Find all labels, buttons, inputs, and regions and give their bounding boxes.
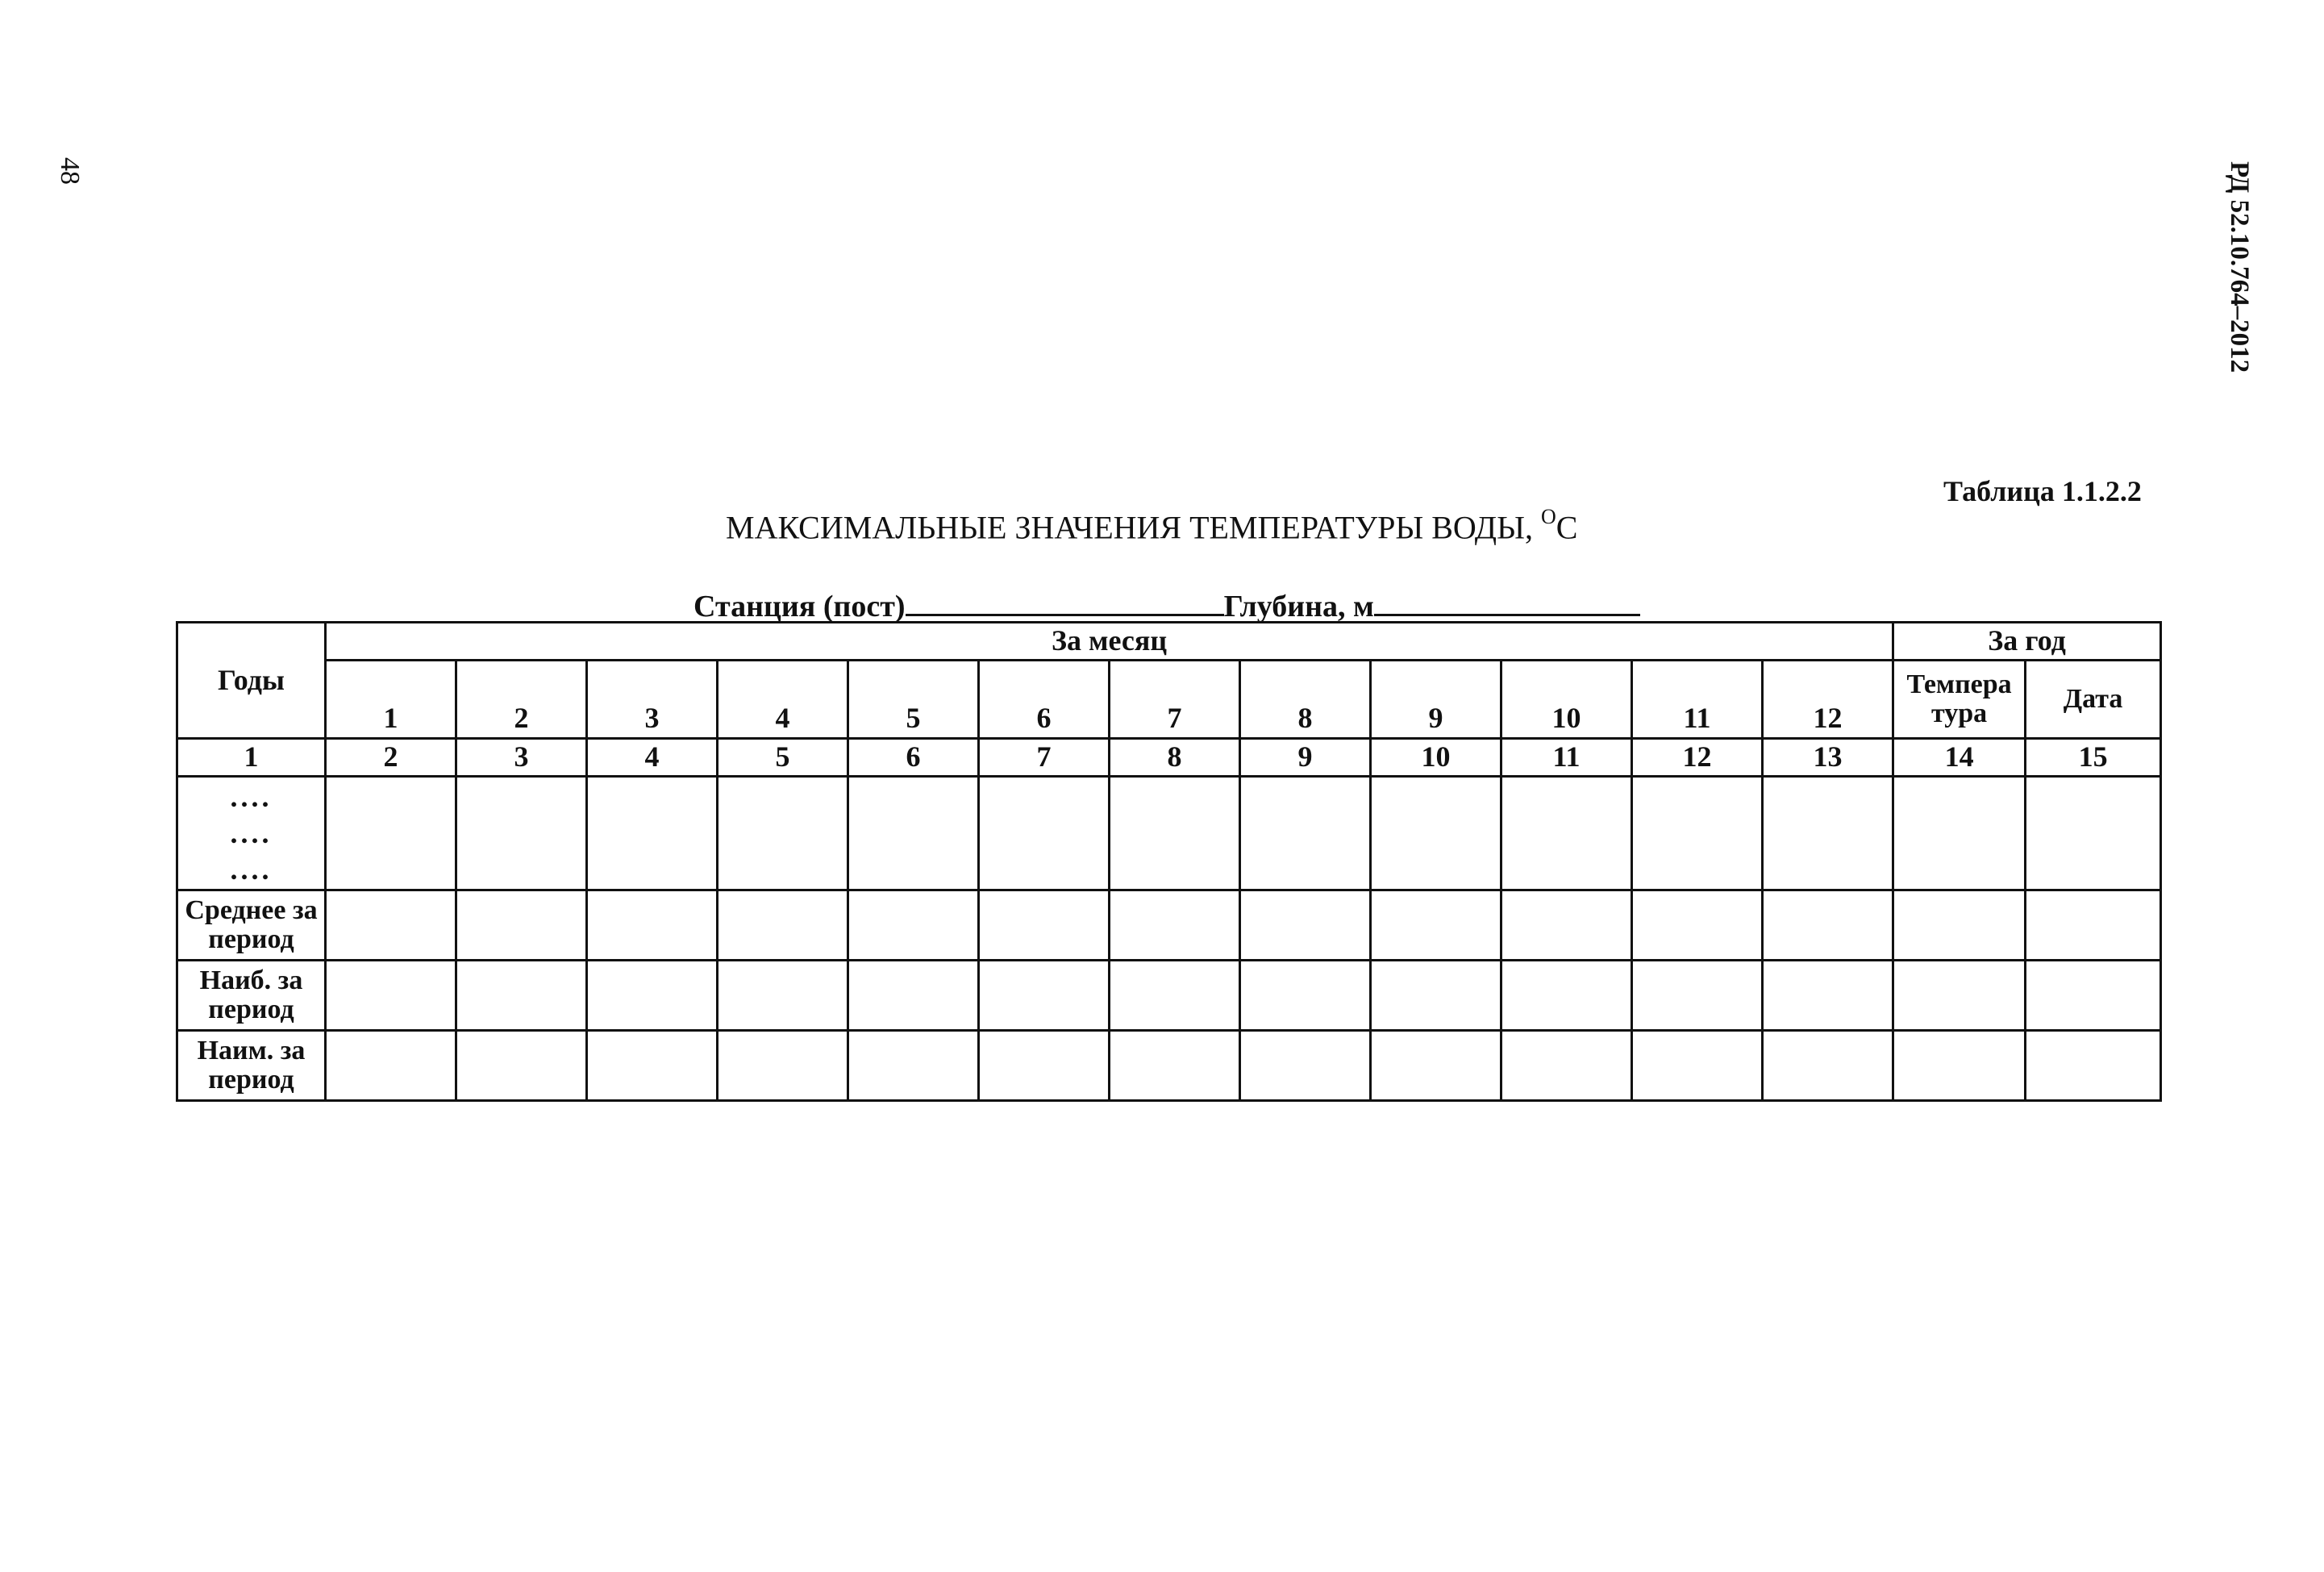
- data-cell[interactable]: [1371, 777, 1501, 890]
- column-number: 9: [1240, 739, 1371, 777]
- column-number: 5: [718, 739, 848, 777]
- month-header-9: 9: [1371, 661, 1501, 739]
- column-number: 8: [1110, 739, 1240, 777]
- data-cell[interactable]: [979, 777, 1110, 890]
- data-cell[interactable]: [1110, 961, 1240, 1031]
- column-number: 1: [177, 739, 326, 777]
- month-header-12: 12: [1763, 661, 1893, 739]
- data-cell[interactable]: [1501, 961, 1632, 1031]
- years-header: Годы: [177, 623, 326, 739]
- data-cell[interactable]: [1893, 777, 2026, 890]
- min-row: [177, 1031, 2161, 1101]
- year-placeholder: ....: [230, 780, 273, 813]
- data-cell[interactable]: [326, 961, 456, 1031]
- column-number: 11: [1501, 739, 1632, 777]
- data-cell[interactable]: [1240, 961, 1371, 1031]
- data-cell[interactable]: [456, 1031, 587, 1101]
- data-cell[interactable]: [1632, 777, 1763, 890]
- column-number: 10: [1371, 739, 1501, 777]
- max-row: [177, 961, 2161, 1031]
- month-header-7: 7: [1110, 661, 1240, 739]
- temperature-header: Темпера тура: [1893, 661, 2026, 739]
- data-cell[interactable]: [2026, 777, 2161, 890]
- column-number: 3: [456, 739, 587, 777]
- data-cell[interactable]: [1110, 890, 1240, 961]
- month-header-2: 2: [456, 661, 587, 739]
- data-cell[interactable]: [2026, 961, 2161, 1031]
- data-cell[interactable]: [1763, 890, 1893, 961]
- data-cell[interactable]: [2026, 1031, 2161, 1101]
- data-cell[interactable]: [326, 1031, 456, 1101]
- column-number: 4: [587, 739, 718, 777]
- data-cell[interactable]: [1632, 1031, 1763, 1101]
- document-code: РД 52.10.764–2012: [2225, 161, 2254, 373]
- data-cell[interactable]: [456, 961, 587, 1031]
- max-row-label: Наиб. за период: [177, 961, 326, 1031]
- year-placeholder: ....: [230, 816, 273, 849]
- station-depth-line: [693, 585, 1640, 623]
- data-cell[interactable]: [587, 1031, 718, 1101]
- column-number: 12: [1632, 739, 1763, 777]
- column-number: 2: [326, 739, 456, 777]
- data-cell[interactable]: [848, 890, 979, 961]
- year-placeholder-cell: [177, 777, 326, 890]
- data-cell[interactable]: [979, 961, 1110, 1031]
- data-cell[interactable]: [1763, 1031, 1893, 1101]
- data-cell[interactable]: [1110, 1031, 1240, 1101]
- data-cell[interactable]: [456, 777, 587, 890]
- data-cell[interactable]: [1893, 890, 2026, 961]
- header-row-2: [177, 661, 2161, 739]
- data-cell[interactable]: [1371, 1031, 1501, 1101]
- data-cell[interactable]: [1240, 777, 1371, 890]
- month-header-1: 1: [326, 661, 456, 739]
- per-year-header: За год: [1893, 623, 2161, 661]
- data-cell[interactable]: [2026, 890, 2161, 961]
- data-cell[interactable]: [456, 890, 587, 961]
- data-cell[interactable]: [718, 777, 848, 890]
- data-cell[interactable]: [1240, 890, 1371, 961]
- header-row-1: [177, 623, 2161, 661]
- data-cell[interactable]: [718, 961, 848, 1031]
- column-number: 13: [1763, 739, 1893, 777]
- column-number: 7: [979, 739, 1110, 777]
- data-cell[interactable]: [1371, 890, 1501, 961]
- data-cell[interactable]: [1501, 1031, 1632, 1101]
- month-header-10: 10: [1501, 661, 1632, 739]
- table-title-text: МАКСИМАЛЬНЫЕ ЗНАЧЕНИЯ ТЕМПЕРАТУРЫ ВОДЫ,: [726, 509, 1541, 546]
- data-cell[interactable]: [1240, 1031, 1371, 1101]
- data-cell[interactable]: [848, 961, 979, 1031]
- data-cell[interactable]: [587, 890, 718, 961]
- depth-blank-field[interactable]: [1374, 585, 1640, 616]
- column-number: 14: [1893, 739, 2026, 777]
- table-title: [726, 505, 1578, 546]
- data-cell[interactable]: [1763, 777, 1893, 890]
- data-cell[interactable]: [1501, 777, 1632, 890]
- column-number: 15: [2026, 739, 2161, 777]
- year-placeholder: ....: [230, 853, 273, 886]
- depth-label: Глубина, м: [1223, 590, 1374, 623]
- data-cell[interactable]: [979, 1031, 1110, 1101]
- data-cell[interactable]: [1110, 777, 1240, 890]
- data-cell[interactable]: [1893, 961, 2026, 1031]
- station-label: Станция (пост): [693, 590, 906, 623]
- data-cell[interactable]: [1763, 961, 1893, 1031]
- data-cell[interactable]: [1632, 961, 1763, 1031]
- data-cell[interactable]: [718, 890, 848, 961]
- mean-row: [177, 890, 2161, 961]
- data-cell[interactable]: [848, 1031, 979, 1101]
- month-header-3: 3: [587, 661, 718, 739]
- data-cell[interactable]: [326, 777, 456, 890]
- degree-superscript: O: [1540, 505, 1556, 528]
- mean-row-label: Среднее за период: [177, 890, 326, 961]
- month-header-4: 4: [718, 661, 848, 739]
- data-cell[interactable]: [587, 961, 718, 1031]
- table-number: Таблица 1.1.2.2: [1943, 475, 2142, 507]
- month-header-8: 8: [1240, 661, 1371, 739]
- temperature-unit: C: [1556, 509, 1578, 546]
- column-number: 6: [848, 739, 979, 777]
- data-cell[interactable]: [587, 777, 718, 890]
- date-header: Дата: [2026, 661, 2161, 739]
- station-blank-field[interactable]: [906, 585, 1224, 616]
- years-data-row: [177, 777, 2161, 890]
- data-cell[interactable]: [979, 890, 1110, 961]
- data-cell[interactable]: [1893, 1031, 2026, 1101]
- month-header-11: 11: [1632, 661, 1763, 739]
- page-number: 48: [55, 157, 85, 185]
- data-cell[interactable]: [1371, 961, 1501, 1031]
- data-cell[interactable]: [718, 1031, 848, 1101]
- per-month-header: За месяц: [326, 623, 1893, 661]
- temperature-table: [176, 621, 2162, 1102]
- data-cell[interactable]: [1632, 890, 1763, 961]
- min-row-label: Наим. за период: [177, 1031, 326, 1101]
- month-header-5: 5: [848, 661, 979, 739]
- column-number-row: [177, 739, 2161, 777]
- month-header-6: 6: [979, 661, 1110, 739]
- data-cell[interactable]: [848, 777, 979, 890]
- data-cell[interactable]: [1501, 890, 1632, 961]
- data-cell[interactable]: [326, 890, 456, 961]
